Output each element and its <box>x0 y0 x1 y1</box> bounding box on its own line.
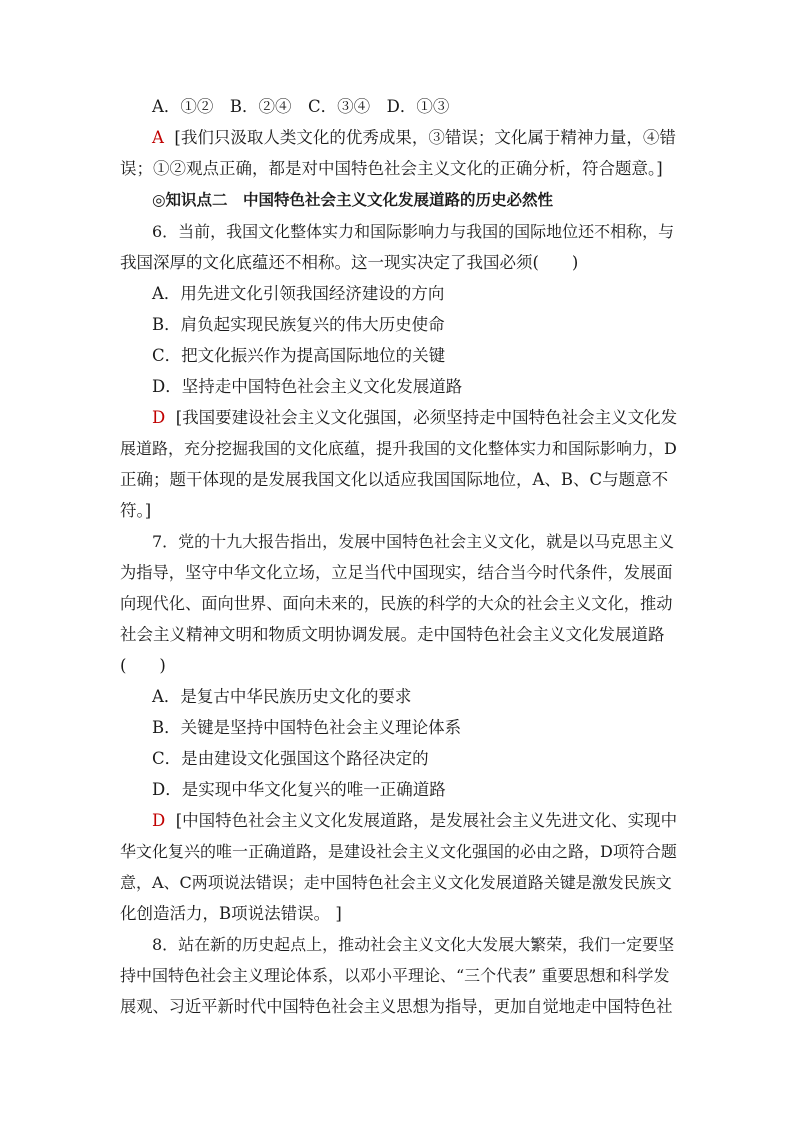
q5-options: A．①② B．②④ C．③④ D．①③ <box>152 97 450 116</box>
q6-explanation-part3: 正确；题干体现的是发展我国文化以适应我国国际地位，A、B、C与题意不 <box>120 470 669 489</box>
q6-option-d: D．坚持走中国特色社会主义文化发展道路 <box>152 377 463 396</box>
q7-stem-line4: 社会主义精神文明和物质文明协调发展。走中国特色社会主义文化发展道路 <box>120 625 665 644</box>
q6-answer-line1 <box>152 407 676 429</box>
q7-explanation-part3: 意，A、C两项说法错误；走中国特色社会主义文化发展道路关键是激发民族文 <box>120 873 672 892</box>
q7-stem-line3: 向现代化、面向世界、面向未来的，民族的科学的大众的社会主义文化，推动 <box>120 594 673 613</box>
q5-answer-line1 <box>152 127 676 149</box>
q7-option-b: B．关键是坚持中国特色社会主义理论体系 <box>152 718 462 737</box>
q6-explanation-part1: [我国要建设社会主义文化强国，必须坚持走中国特色社会主义文化发 <box>175 408 678 427</box>
q6-stem-line1: 6．当前，我国文化整体实力和国际影响力与我国的国际地位还不相称，与 <box>152 222 675 241</box>
q7-stem-line2: 为指导，坚守中华文化立场，立足当代中国现实，结合当今时代条件，发展面 <box>120 563 673 582</box>
q5-explanation-part2: 误；①②观点正确，都是对中国特色社会主义文化的正确分析，符合题意。] <box>120 159 663 178</box>
q7-explanation-part1: [中国特色社会主义文化发展道路，是发展社会主义先进文化、实现中 <box>175 811 678 830</box>
section-heading: ◎知识点二 中国特色社会主义文化发展道路的历史必然性 <box>152 191 554 209</box>
q8-stem-line2: 持中国特色社会主义理论体系，以邓小平理论、“三个代表” 重要思想和科学发 <box>120 966 670 985</box>
q6-stem-line2: 我国深厚的文化底蕴还不相称。这一现实决定了我国必须( ) <box>120 253 579 272</box>
q6-option-c: C．把文化振兴作为提高国际地位的关键 <box>152 346 446 365</box>
q7-option-c: C．是由建设文化强国这个路径决定的 <box>152 749 429 768</box>
q6-option-a: A．用先进文化引领我国经济建设的方向 <box>152 284 445 303</box>
q5-explanation-part1: [我们只汲取人类文化的优秀成果，③错误；文化属于精神力量，④错 <box>174 128 676 147</box>
q7-option-a: A．是复古中华民族历史文化的要求 <box>152 687 412 706</box>
q7-stem-line1: 7．党的十九大报告指出，发展中国特色社会主义文化，就是以马克思主义 <box>152 532 675 551</box>
q6-explanation-part2: 展道路，充分挖掘我国的文化底蕴，提升我国的文化整体实力和国际影响力，D <box>120 439 677 458</box>
q6-option-b: B．肩负起实现民族复兴的伟大历史使命 <box>152 315 445 334</box>
q5-answer-letter: A <box>152 128 164 147</box>
q7-answer-line1 <box>152 810 676 832</box>
q8-stem-line3: 展观、习近平新时代中国特色社会主义思想为指导，更加自觉地走中国特色社 <box>120 997 673 1016</box>
q7-stem-line5: ( ) <box>120 656 166 675</box>
q7-option-d: D．是实现中华文化复兴的唯一正确道路 <box>152 780 446 799</box>
q7-explanation-part4: 化创造活力，B项说法错误。 ] <box>120 904 342 923</box>
q7-explanation-part2: 华文化复兴的唯一正确道路，是建设社会主义文化强国的必由之路，D项符合题 <box>120 842 677 861</box>
q7-answer-letter: D <box>152 811 166 830</box>
q6-explanation-part4: 符。] <box>120 501 152 520</box>
q8-stem-line1: 8．站在新的历史起点上，推动社会主义文化大发展大繁荣，我们一定要坚 <box>152 935 675 954</box>
q6-answer-letter: D <box>152 408 166 427</box>
